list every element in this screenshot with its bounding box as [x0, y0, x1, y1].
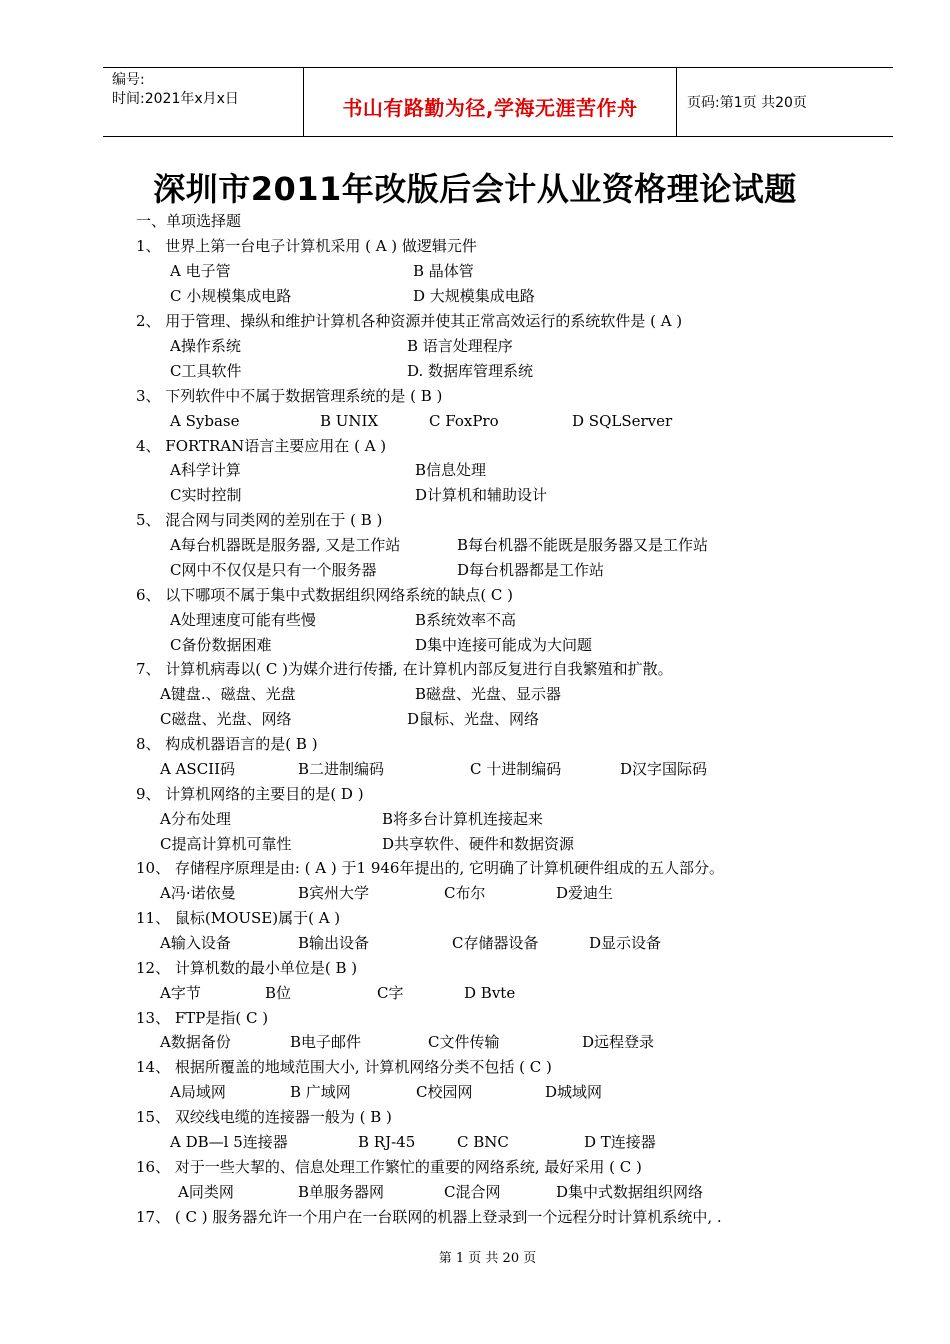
question-11: 11、 鼠标(MOUSE)属于( A ) — [136, 909, 341, 927]
option: D共享软件、硬件和数据资源 — [382, 835, 575, 853]
option: A键盘.、磁盘、光盘 — [160, 685, 296, 703]
option: B RJ-45 — [358, 1133, 416, 1151]
option: A 电子管 — [170, 262, 231, 280]
header-meta-cell — [103, 68, 303, 136]
option: C文件传输 — [428, 1033, 500, 1051]
option: D计算机和辅助设计 — [415, 486, 548, 504]
question-13: 13、 FTP是指( C ) — [136, 1009, 269, 1027]
option: D T连接器 — [584, 1133, 656, 1151]
document-title: 深圳市2011年改版后会计从业资格理论试题 — [153, 170, 797, 208]
option: A科学计算 — [170, 461, 241, 479]
question-10: 10、 存储程序原理是由: ( A ) 于1 946年提出的, 它明确了计算机硬件组成的五人部分。 — [136, 859, 724, 877]
option: D每台机器都是工作站 — [457, 561, 605, 579]
option: A同类网 — [178, 1183, 234, 1201]
question-16: 16、 对于一些大挈的、信息处理工作繁忙的重要的网络系统, 最好采用 ( C ) — [136, 1158, 642, 1176]
question-14: 14、 根据所覆盖的地域范围大小, 计算机网络分类不包括 ( C ) — [136, 1058, 552, 1076]
page-footer: 第 1 页 共 20 页 — [438, 1251, 537, 1266]
option: A局域网 — [170, 1083, 226, 1101]
option: A DB—l 5连接器 — [170, 1133, 288, 1151]
header-motto-cell — [303, 68, 677, 136]
option: A冯·诺依曼 — [160, 884, 236, 902]
time-label: 时间:2021年x月x日 — [112, 91, 239, 107]
option: B单服务器网 — [298, 1183, 385, 1201]
option: C字 — [377, 984, 404, 1002]
option: D集中连接可能成为大问题 — [415, 636, 593, 654]
page-code: 页码:第1页 共20页 — [687, 95, 807, 111]
option: C布尔 — [444, 884, 486, 902]
option: D. 数据库管理系统 — [407, 362, 534, 380]
option: C 十进制编码 — [470, 760, 562, 778]
question-5: 5、 混合网与同类网的差别在于 ( B ) — [136, 511, 383, 529]
option: B UNIX — [320, 412, 379, 430]
option: D汉字国际码 — [620, 760, 708, 778]
option: B信息处理 — [415, 461, 487, 479]
question-3: 3、 下列软件中不属于数据管理系统的是 ( B ) — [136, 387, 443, 405]
option: C存储器设备 — [452, 934, 539, 952]
option: B磁盘、光盘、显示器 — [415, 685, 562, 703]
option: D远程登录 — [582, 1033, 655, 1051]
option: C FoxPro — [429, 412, 499, 430]
option: C网中不仅仅是只有一个服务器 — [170, 561, 377, 579]
question-12: 12、 计算机数的最小单位是( B ) — [136, 959, 358, 977]
option: D显示设备 — [589, 934, 662, 952]
option: A处理速度可能有些慢 — [170, 611, 316, 629]
question-7: 7、 计算机病毒以( C )为媒介进行传播, 在计算机内部反复进行自我繁殖和扩散。 — [136, 660, 673, 678]
option: A分布处理 — [160, 810, 231, 828]
page-header — [103, 67, 893, 137]
question-6: 6、 以下哪项不属于集中式数据组织网络系统的缺点( C ) — [136, 586, 514, 604]
option: B位 — [265, 984, 292, 1002]
question-8: 8、 构成机器语言的是( B ) — [136, 735, 318, 753]
option: D爱迪生 — [556, 884, 614, 902]
option: B系统效率不高 — [415, 611, 517, 629]
option: B二进制编码 — [298, 760, 385, 778]
option: D鼠标、光盘、网络 — [407, 710, 540, 728]
option: C混合网 — [444, 1183, 501, 1201]
option: D 大规模集成电路 — [413, 287, 535, 305]
option: A Sybase — [170, 412, 240, 430]
option: D城域网 — [545, 1083, 603, 1101]
option: C实时控制 — [170, 486, 242, 504]
option: B宾州大学 — [298, 884, 370, 902]
header-page-cell — [677, 68, 893, 136]
option: B将多台计算机连接起来 — [382, 810, 544, 828]
question-17: 17、 ( C ) 服务器允许一个用户在一台联网的机器上登录到一个远程分时计算机系统中, . — [136, 1208, 722, 1226]
option: A操作系统 — [170, 337, 241, 355]
option: A ASCII码 — [160, 760, 236, 778]
option: C提高计算机可靠性 — [160, 835, 292, 853]
option: C备份数据困难 — [170, 636, 272, 654]
option: A数据备份 — [160, 1033, 231, 1051]
question-15: 15、 双绞线电缆的连接器一般为 ( B ) — [136, 1108, 392, 1126]
option: D SQLServer — [572, 412, 673, 430]
option: C 小规模集成电路 — [170, 287, 292, 305]
option: B输出设备 — [298, 934, 370, 952]
option: D Bvte — [464, 984, 516, 1002]
option: C BNC — [457, 1133, 509, 1151]
option: B 晶体管 — [413, 262, 474, 280]
option: B 广域网 — [290, 1083, 351, 1101]
option: B每台机器不能既是服务器又是工作站 — [457, 536, 709, 554]
option: B电子邮件 — [290, 1033, 362, 1051]
question-2: 2、 用于管理、操纵和维护计算机各种资源并使其正常高效运行的系统软件是 ( A ) — [136, 312, 683, 330]
option: A每台机器既是服务器, 又是工作站 — [170, 536, 401, 554]
option: C校园网 — [416, 1083, 473, 1101]
option: A输入设备 — [160, 934, 231, 952]
motto-text: 书山有路勤为径,学海无涯苦作舟 — [342, 96, 638, 120]
question-4: 4、 FORTRAN语言主要应用在 ( A ) — [136, 437, 387, 455]
option: D集中式数据组织网络 — [556, 1183, 704, 1201]
section-heading: 一、单项选择题 — [136, 212, 242, 230]
option: A字节 — [160, 984, 201, 1002]
number-label: 编号: — [112, 72, 145, 88]
option: C磁盘、光盘、网络 — [160, 710, 292, 728]
option: B 语言处理程序 — [407, 337, 513, 355]
option: C工具软件 — [170, 362, 242, 380]
question-1: 1、 世界上第一台电子计算机采用 ( A ) 做逻辑元件 — [136, 237, 477, 255]
question-9: 9、 计算机网络的主要目的是( D ) — [136, 785, 364, 803]
